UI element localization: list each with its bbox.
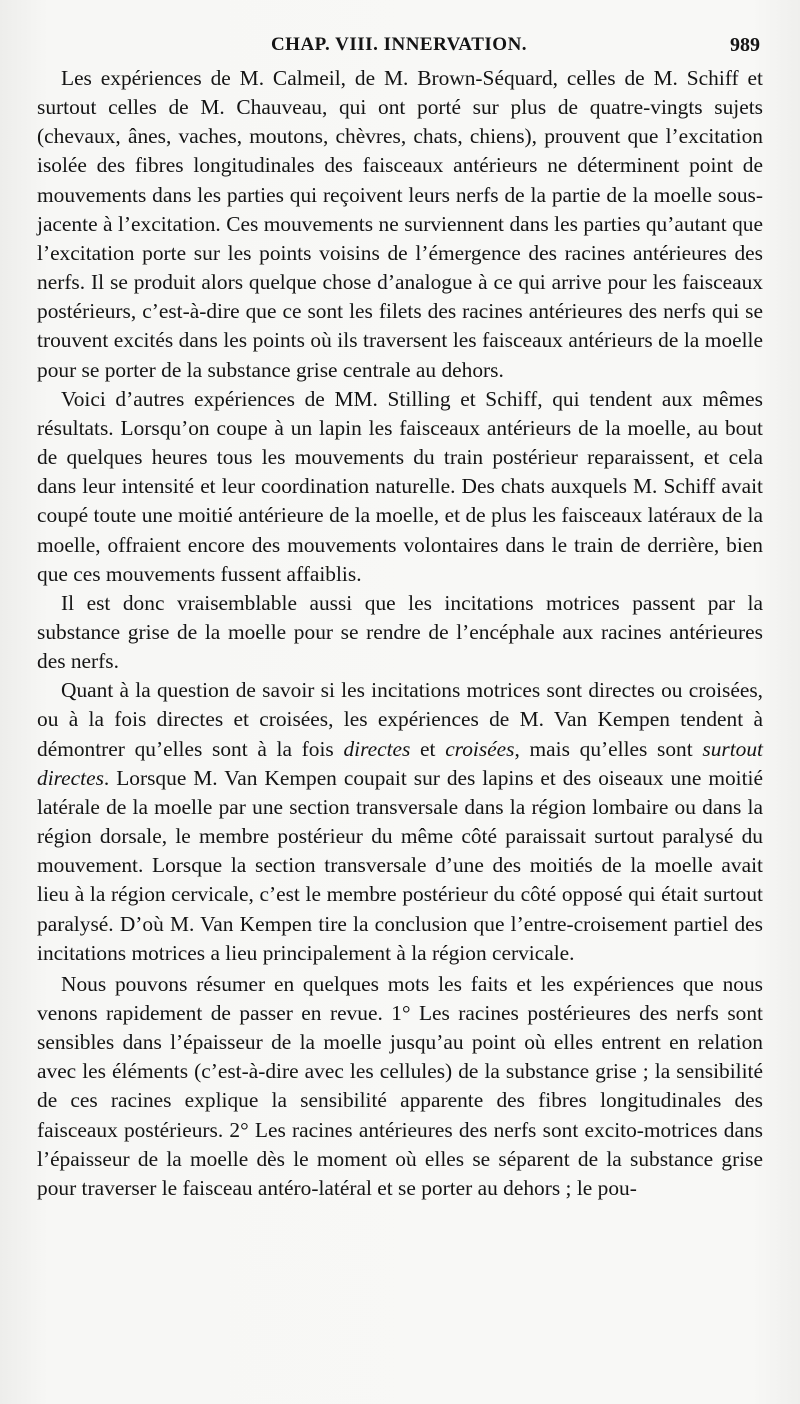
page-header — [38, 28, 760, 64]
page-number: 989 — [730, 34, 760, 56]
paragraph-4-italic-directes: directes — [343, 736, 411, 761]
paragraph-4-italic-croisees: croisées — [445, 736, 515, 761]
paragraph-4-italic-surtout-directes: surtout directes — [37, 736, 763, 790]
paragraph-4-part-c: , mais qu’elles sont — [514, 736, 703, 761]
running-title: CHAP. VIII. INNERVATION. — [270, 34, 528, 55]
paragraph-5: Nous pouvons résumer en quelques mots les faits et les expériences que nous venons rapidement de passer en revue. 1° Les racines postérieures des nerfs sont sensibles dans l’épaisseur de la moelle jusqu’au point où elles entrent en relation avec les éléments (c’est-à-dire avec les cellules) de la substance grise ; la sensibilité de ces racines explique la sensibilité apparente des fibres longitudinales des faisceaux postérieurs. 2° Les racines antérieures des nerfs sont excito-motrices dans l’épaisseur de la moelle dès le moment où elles se séparent de la substance grise pour traverser le faisceau antéro-latéral et se porter au dehors ; le pou- — [37, 971, 763, 1200]
paragraph-4 — [37, 676, 763, 968]
paragraph-2: Voici d’autres expériences de MM. Stilling et Schiff, qui tendent aux mêmes résultats. Lorsqu’on coupe à un lapin les faisceaux antérieurs de la moelle, au bout de quelques heures tous les mouvements du train postérieur reparaissent, et cela dans leur intensité et leur coordination naturelle. Des chats auxquels M. Schiff avait coupé toute une moitié antérieure de la moelle, et de plus les faisceaux latéraux de la moelle, offraient encore des mouvements volontaires dans le train de derrière, bien que ces mouvements fussent affaiblis. — [37, 386, 763, 586]
paragraph-3: Il est donc vraisemblable aussi que les incitations motrices passent par la substance grise de la moelle pour se rendre de l’encéphale aux racines antérieures des nerfs. — [37, 590, 763, 674]
paragraph-4-part-a: Quant à la question de savoir si les incitations motrices sont directes ou croisées, ou à la fois directes et croisées, les expériences de M. Van Kempen tendent à démontrer qu’elles sont à la fois — [37, 678, 763, 761]
paragraph-1: Les expériences de M. Calmeil, de M. Brown-Séquard, celles de M. Schiff et surtout celles de M. Chauveau, qui ont porté sur plus de quatre-vingts sujets (chevaux, ânes, vaches, moutons, chèvres, chats, chiens), prouvent que l’excitation isolée des fibres longitudinales des faisceaux antérieurs ne déterminent point de mouvements dans les parties qui reçoivent leurs nerfs de la partie de la moelle sous-jacente à l’excitation. Ces mouvements ne surviennent dans les parties qu’autant que l’excitation porte sur les points voisins de l’émergence des racines antérieures des nerfs. Il se produit alors quelque chose d’analogue à ce qui arrive pour les faisceaux postérieurs, c’est-à-dire que ce sont les filets des racines antérieures des nerfs qui se trouvent excités dans les points où ils traversent les faisceaux antérieurs de la moelle pour se porter de la substance grise centrale au dehors. — [37, 66, 763, 382]
paragraph-4-part-d: . Lorsque M. Van Kempen coupait sur des lapins et des oiseaux une moitié latérale de la moelle par une section transversale dans la région lombaire ou dans la région dorsale, le membre postérieur du même côté paraissait surtout paralysé du mouvement. Lorsque la section transversale d’une des moitiés de la moelle avait lieu à la région cervicale, c’est le membre postérieur du côté opposé qui était surtout paralysé. D’où M. Van Kempen tire la conclusion que l’entre-croisement partiel des incitations motrices a lieu principalement à la région cervicale. — [37, 765, 763, 965]
paragraph-4-part-b: et — [410, 736, 446, 761]
body-text — [37, 64, 763, 1203]
